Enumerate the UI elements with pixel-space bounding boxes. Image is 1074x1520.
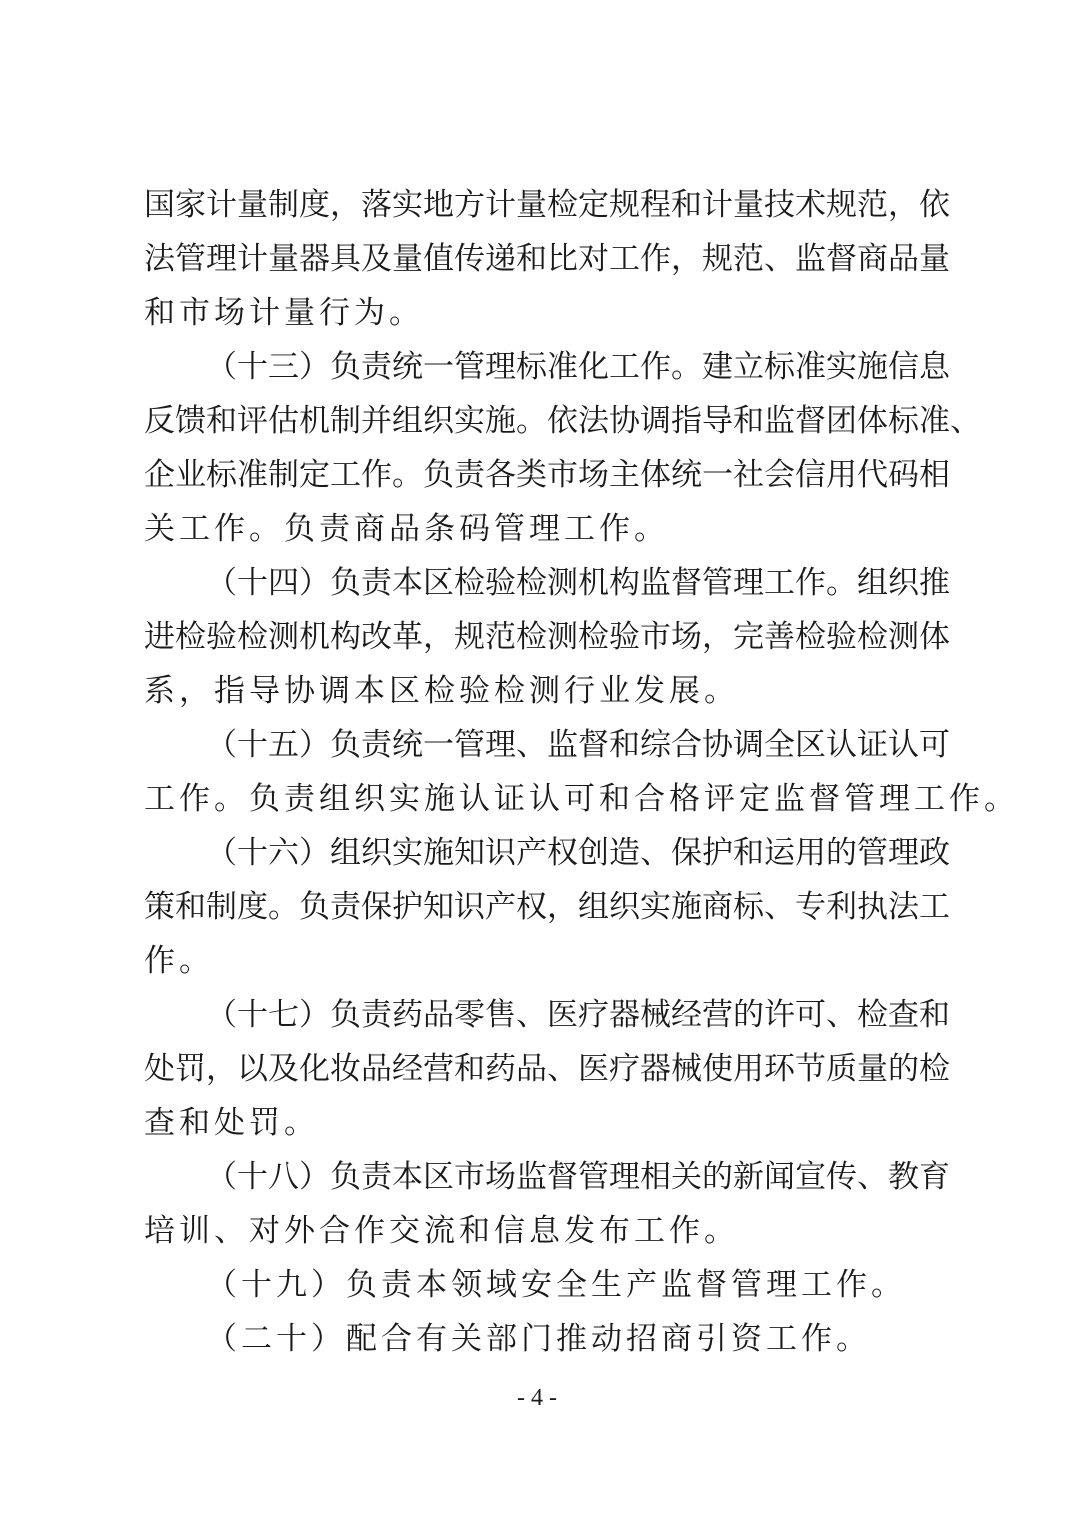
text-line: 国家计量制度，落实地方计量检定规程和计量技术规范，依 xyxy=(144,187,950,223)
paragraph-first-line: （十七）负责药品零售、医疗器械经营的许可、检查和 xyxy=(206,997,950,1033)
text-line: 法管理计量器具及量值传递和比对工作，规范、监督商品量 xyxy=(144,241,950,277)
paragraph-first-line: （十九）负责本领域安全生产监督管理工作。 xyxy=(206,1267,906,1303)
text-line: 处罚，以及化妆品经营和药品、医疗器械使用环节质量的检 xyxy=(144,1051,950,1087)
text-line: 工作。负责组织实施认证认可和合格评定监督管理工作。 xyxy=(144,781,1019,817)
paragraph-first-line: （十三）负责统一管理标准化工作。建立标准实施信息 xyxy=(206,349,950,385)
text-line: 企业标准制定工作。负责各类市场主体统一社会信用代码相 xyxy=(144,457,950,493)
text-line: 作。 xyxy=(144,943,214,979)
text-line: 和市场计量行为。 xyxy=(144,295,424,331)
text-line: 系，指导协调本区检验检测行业发展。 xyxy=(144,673,739,709)
paragraph-first-line: （十六）组织实施知识产权创造、保护和运用的管理政 xyxy=(206,835,950,871)
text-line: 进检验检测机构改革，规范检测检验市场，完善检验检测体 xyxy=(144,619,950,655)
text-line: 策和制度。负责保护知识产权，组织实施商标、专利执法工 xyxy=(144,889,950,925)
text-line: 关工作。负责商品条码管理工作。 xyxy=(144,511,669,547)
text-line: 反馈和评估机制并组织实施。依法协调指导和监督团体标准、 xyxy=(144,403,981,439)
text-line: 查和处罚。 xyxy=(144,1105,319,1141)
paragraph-first-line: （十五）负责统一管理、监督和综合协调全区认证认可 xyxy=(206,727,950,763)
paragraph-first-line: （十四）负责本区检验检测机构监督管理工作。组织推 xyxy=(206,565,950,601)
text-line: 培训、对外合作交流和信息发布工作。 xyxy=(144,1213,739,1249)
paragraph-first-line: （二十）配合有关部门推动招商引资工作。 xyxy=(206,1321,871,1357)
paragraph-first-line: （十八）负责本区市场监督管理相关的新闻宣传、教育 xyxy=(206,1159,950,1195)
page-number: - 4 - xyxy=(517,1385,557,1411)
